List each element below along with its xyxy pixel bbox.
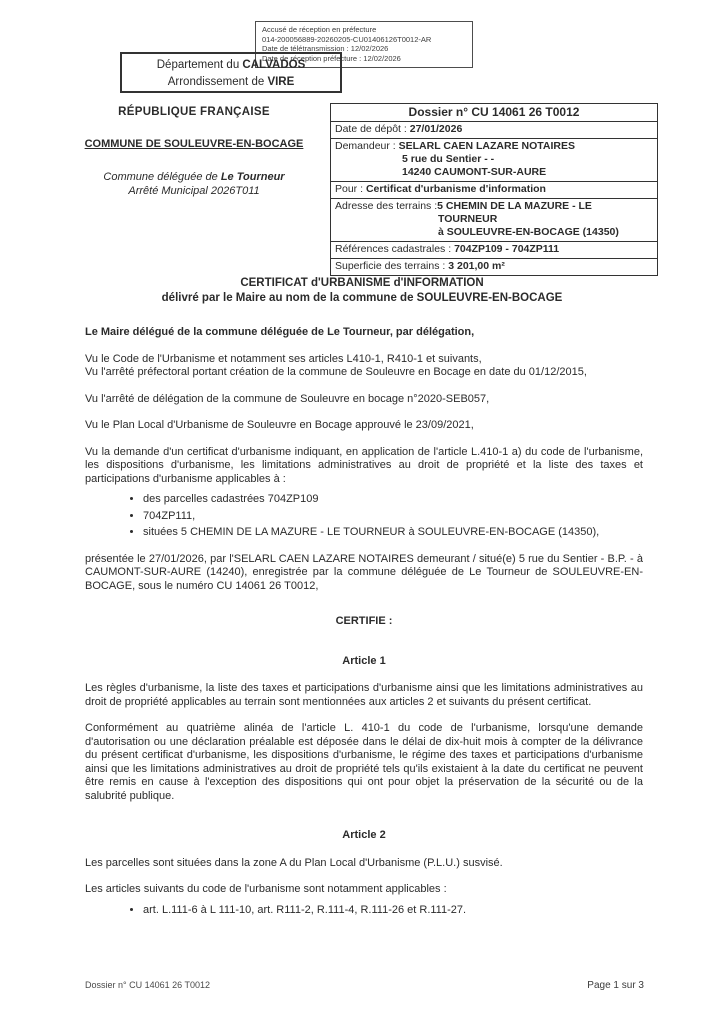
list-item-parcelle-3: • situées 5 CHEMIN DE LA MAZURE - LE TOURNEUR à SOULEUVRE-EN-BOCAGE (14350),	[143, 525, 643, 540]
article-1-heading: Article 1	[342, 654, 386, 667]
department-line	[122, 57, 340, 74]
certificate-title-line-1: CERTIFICAT d'URBANISME d'INFORMATION	[240, 277, 484, 289]
stamp-line-4: Date de réception préfecture : 12/02/2026	[262, 53, 401, 63]
table-row-demandeur	[331, 138, 657, 181]
delegated-commune-line	[58, 170, 330, 184]
dossier-number-header: Dossier n° CU 14061 26 T0012	[408, 105, 580, 119]
article-2-heading: Article 2	[342, 829, 386, 841]
certificate-title-line-2: délivré par le Maire au nom de la commune de SOULEUVRE-EN-BOCAGE	[161, 292, 563, 304]
stamp-line-3: Date de télétransmission : 12/02/2026	[262, 44, 389, 53]
demande-paragraph: Vu la demande d'un certificat d'urbanisme indiquant, en application de l'article L.410-1 a) du code de l'urbanisme, les dispositions d'urbanisme, les limitations administratives au droit de propriété et la liste des taxes et participations d'urbanisme applicables à :	[85, 445, 643, 485]
footer-dossier-number: Dossier n° CU 14061 26 T0012	[85, 980, 211, 990]
table-row-references	[331, 241, 657, 258]
date-label: Date de dépôt :	[335, 123, 410, 135]
presentee-paragraph: présentée le 27/01/2026, par l'SELARL CAEN LAZARE NOTAIRES demeurant / situé(e) 5 rue du Sentier - B.P. - à CAUMONT-SUR-AURE (14240), enregistrée par la commune déléguée de Le Tourneur de SOULEUVRE-EN-BOCAGE, sous le numéro CU 14061 26 T0012,	[85, 552, 643, 592]
arrete-line: Arrêté Municipal 2026T011	[128, 185, 260, 197]
republique-title: RÉPUBLIQUE FRANÇAISE	[118, 106, 270, 118]
stamp-line-1: Accusé de réception en préfecture	[262, 25, 377, 34]
demandeur-name: SELARL CAEN LAZARE NOTAIRES	[398, 140, 575, 152]
adresse-value-1: 5 CHEMIN DE LA MAZURE - LE	[437, 200, 592, 212]
arrondissement-value: VIRE	[267, 76, 295, 88]
mayor-intro: Le Maire délégué de la commune déléguée de Le Tourneur, par délégation,	[85, 326, 475, 338]
footer-page-number: Page 1 sur 3	[587, 980, 644, 991]
table-row-adresse	[331, 198, 657, 241]
table-row-pour	[331, 181, 657, 198]
delegated-value: Le Tourneur	[220, 171, 285, 183]
left-header	[58, 106, 330, 198]
department-box	[120, 52, 342, 93]
commune-title: COMMUNE DE SOULEUVRE-EN-BOCAGE	[84, 138, 304, 150]
certifie-heading: CERTIFIE :	[335, 615, 393, 627]
table-row-date	[331, 121, 657, 138]
pour-value: Certificat d'urbanisme d'information	[365, 183, 546, 195]
department-prefix: Département du	[156, 59, 243, 71]
demandeur-line-1	[335, 140, 653, 153]
date-value: 27/01/2026	[409, 123, 463, 135]
vu-arrete-delegation: Vu l'arrêté de délégation de la commune de Souleuvre en bocage n°2020-SEB057,	[85, 392, 490, 405]
pour-label: Pour :	[335, 183, 366, 195]
page-footer	[85, 980, 644, 991]
arrondissement-prefix: Arrondissement de	[167, 76, 268, 88]
list-item-parcelle-2: • 704ZP111,	[143, 509, 643, 524]
delegated-prefix: Commune déléguée de	[103, 171, 221, 183]
vu-code-urbanisme: Vu le Code de l'Urbanisme et notamment ses articles L410-1, R410-1 et suivants,	[85, 352, 482, 365]
list-item-articles: • art. L.111-6 à L 111-10, art. R111-2, R.111-4, R.111-26 et R.111-27.	[143, 903, 643, 918]
article-1-paragraph-1: Les règles d'urbanisme, la liste des taxes et participations d'urbanisme ainsi que les limitations administratives au droit de propriété applicables au terrain sont mentionnées aux articles 2 et suivants du présent certificat.	[85, 682, 643, 708]
demandeur-label: Demandeur :	[335, 140, 399, 152]
superficie-value: 3 201,00 m²	[448, 260, 505, 272]
superficie-label: Superficie des terrains :	[335, 260, 449, 272]
parcelles-list	[85, 492, 643, 540]
document-body	[85, 326, 643, 930]
applicable-articles-list	[85, 903, 643, 918]
department-value: CALVADOS	[242, 59, 306, 71]
demandeur-address-line: 5 rue du Sentier - -	[402, 153, 495, 165]
references-value: 704ZP109 - 704ZP111	[454, 243, 560, 255]
article-2-paragraph-2: Les articles suivants du code de l'urbanisme sont notamment applicables :	[85, 883, 447, 895]
stamp-line-2: 014-200056889-20260205-CU01406126T0012-AR	[262, 34, 432, 44]
vu-arrete-prefectoral: Vu l'arrêté préfectoral portant création de la commune de Souleuvre en Bocage en date du 01/12/2015,	[85, 366, 587, 378]
demandeur-city-line: 14240 CAUMONT-SUR-AURE	[402, 166, 547, 178]
table-row-superficie	[331, 258, 657, 275]
references-label: Références cadastrales :	[335, 243, 455, 255]
arrondissement-line	[122, 74, 340, 91]
list-item-parcelle-1: • des parcelles cadastrées 704ZP109	[143, 492, 643, 507]
certificate-title	[0, 276, 724, 306]
adresse-value-2: TOURNEUR	[438, 213, 498, 225]
adresse-label: Adresse des terrains :	[335, 200, 438, 212]
adresse-value-3: à SOULEUVRE-EN-BOCAGE (14350)	[438, 226, 619, 238]
adresse-line-1	[335, 200, 653, 213]
article-1-paragraph-2: Conformément au quatrième alinéa de l'article L. 410-1 du code de l'urbanisme, lorsqu'une demande d'autorisation ou une déclaration préalable est déposée dans le délai de dix-huit mois à compter de la délivrance du présent certificat d'urbanisme, les dispositions d'urbanisme, le régime des taxes et participations d'urbanisme ainsi que les limitations administratives au droit de propriété tels qu'ils existaient à la date du certificat ne peuvent être remis en cause à l'exception des dispositions qui ont pour objet la préservation de la sécurité ou de la salubrité publique.	[85, 722, 643, 802]
article-2-paragraph-1: Les parcelles sont situées dans la zone A du Plan Local d'Urbanisme (P.L.U.) susvisé.	[85, 856, 503, 869]
dossier-table	[330, 103, 658, 276]
vu-plu: Vu le Plan Local d'Urbanisme de Souleuvre en Bocage approuvé le 23/09/2021,	[85, 419, 474, 431]
